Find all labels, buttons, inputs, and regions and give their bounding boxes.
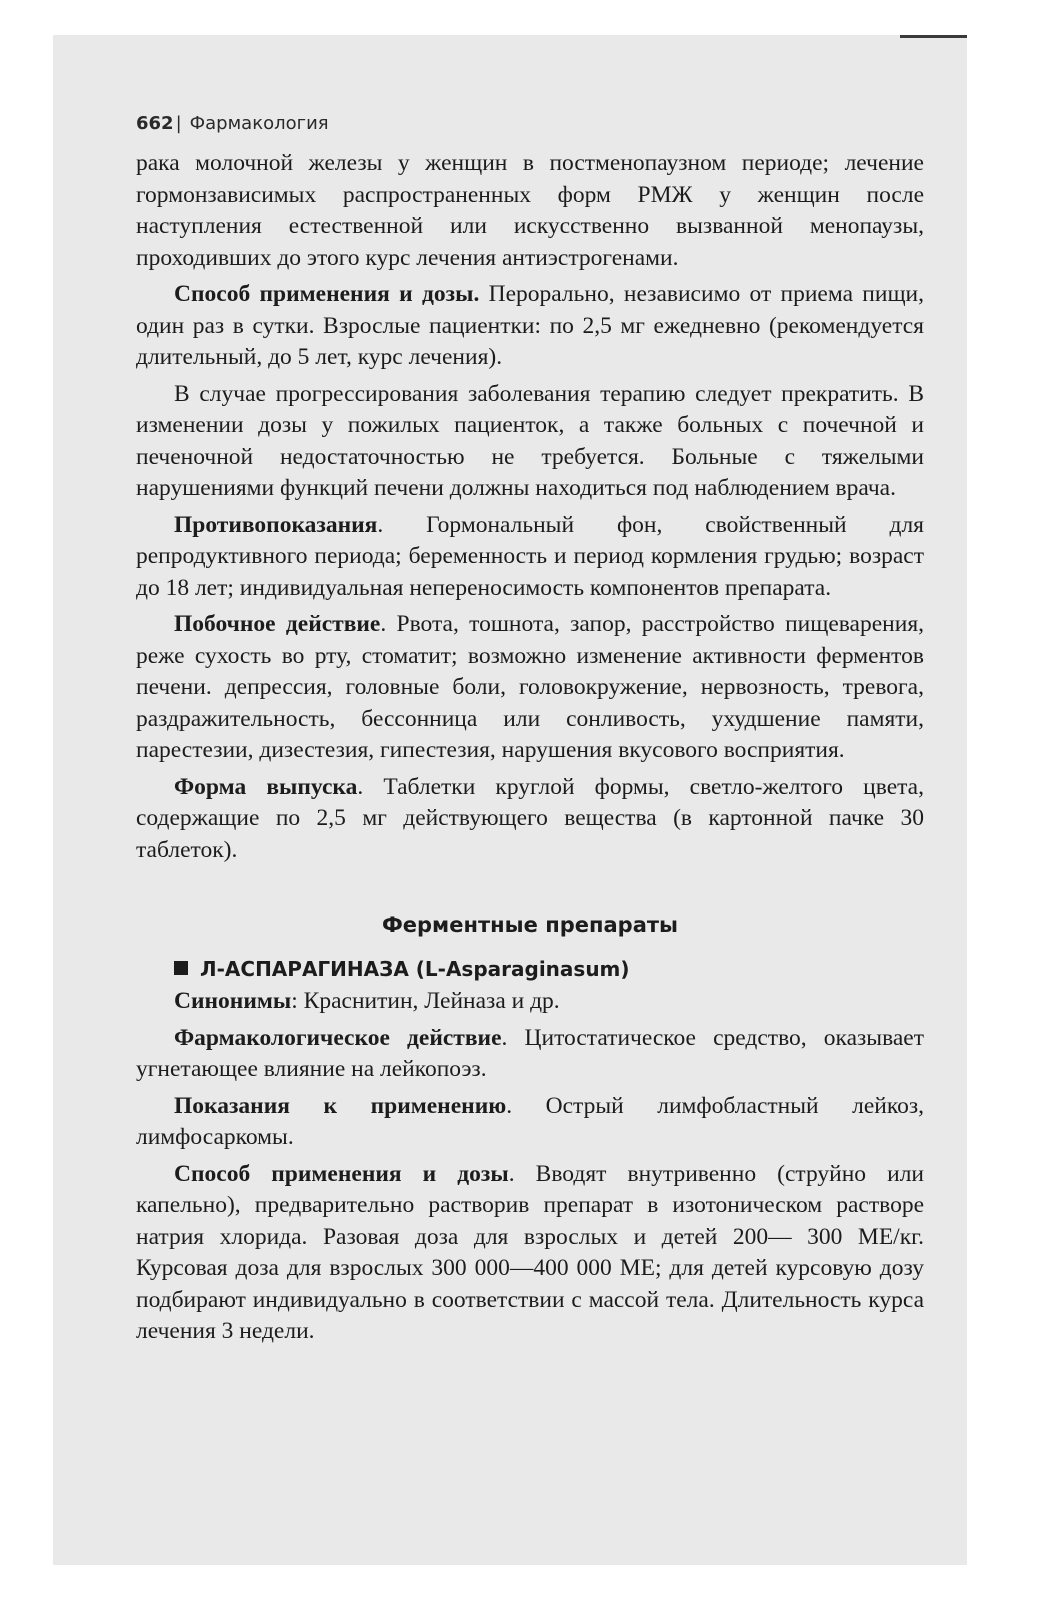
paragraph-text: . Рвота, тошнота, запор, расстройство пищеварения, реже сухость во рту, стоматит; возможно изменение активности ферментов печени. депрессия, головные боли, головокружение, нервозность, тревога, раздражительность, бессонница или сонливость, ухудшение памяти, парестезии, дизестезия, гипестезия, нарушения вкусового восприятия. [136,611,924,763]
paragraph-lead: Побочное действие [174,611,381,637]
paragraph-lead: Фармакологическое действие [174,1024,502,1051]
square-bullet-icon [174,961,188,975]
section-heading: Ферментные препараты [381,913,679,937]
paragraph-lead: Форма выпуска [174,773,358,800]
book-page [136,104,924,1353]
paragraph-lead: Показания к применению [174,1092,507,1119]
paragraph-lead: Синонимы [174,988,292,1014]
paragraph-text: рака молочной железы у женщин в постменопаузном периоде; лечение гормонзависимых распространенных форм РМЖ у женщин после наступления естественной или искусственно вызванной менопаузы, проходивших до этого курс лечения антиэстрогенами. [136,150,924,271]
paragraph-lead: Противопоказания [174,511,378,538]
paragraph-indications [136,1091,924,1154]
paragraph-dosage-notes [136,379,924,505]
page-number: 662 [136,113,174,134]
paragraph-contraindications [136,510,924,605]
paragraph-lead: Способ применения и дозы [174,1160,509,1187]
paragraph-release-form [136,772,924,867]
paragraph-text: : Краснитин, Лейназа и др. [291,988,560,1014]
paragraph-text: . Вводят внутривенно (струйно или капельно), предварительно растворив препарат в изотоническом растворе натрия хлорида. Разовая доза для взрослых и детей 200— 300 МЕ/кг. Курсовая доза для взрослых 300 000—400 000 МЕ; для детей курсовую дозу подбирают индивидуально в соответствии с массой тела. Длительность курса лечения 3 недели. [136,1160,924,1344]
drug-heading [174,952,924,986]
running-header [136,104,924,144]
header-section-title: Фармакология [189,113,329,134]
paragraph-text: Перорально, независимо от приема пищи, один раз в сутки. Взрослые пациентки: по 2,5 мг ежедневно (рекомендуется длительный, до 5 лет, курс лечения). [136,281,925,370]
paragraph-text: В случае прогрессирования заболевания терапию следует прекратить. В изменении дозы у пожилых пациенток, а также больных с почечной и печеночной недостаточностью не требуется. Больные с тяжелыми нарушениями функций печени должны находиться под наблюдением врача. [136,380,924,501]
paragraph-side-effects [136,609,924,767]
paragraph-continuation [136,148,924,274]
paragraph-text: . Таблетки круглой формы, светло-желтого цвета, содержащие по 2,5 мг действующего вещества (в картонной пачке 30 таблеток). [136,773,924,863]
paragraph-text: . Цитостатическое средство, оказывает угнетающее влияние на лейкопоэз. [136,1024,925,1082]
paragraph-synonyms [136,986,924,1018]
paragraph-lead: Способ применения и дозы. [174,281,480,307]
paragraph-administration [136,1159,924,1348]
scan-edge-mark [900,35,967,38]
paragraph-pharmacological-action [136,1023,924,1086]
paragraph-text: . Гормональный фон, свойственный для репродуктивного периода; беременность и период кормления грудью; возраст до 18 лет; индивидуальная непереносимость компонентов препарата. [136,511,924,601]
paragraph-text: . Острый лимфобластный лейкоз, лимфосаркомы. [136,1092,924,1150]
header-separator: | [175,113,182,134]
paragraph-dosage [136,279,924,374]
drug-name: Л-АСПАРАГИНАЗА (L-Asparaginasum) [200,957,630,981]
